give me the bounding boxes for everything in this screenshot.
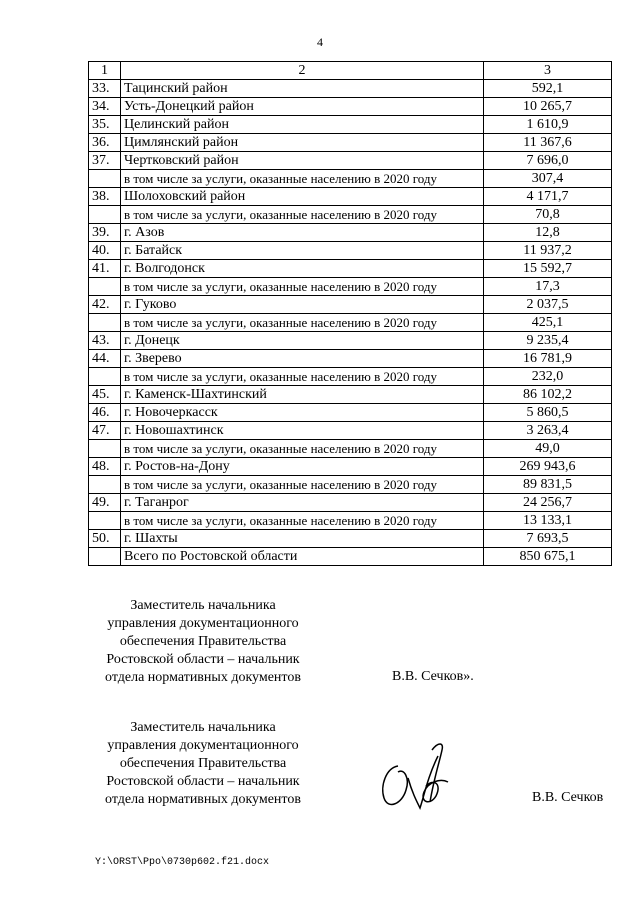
- table-cell-num: 47.: [89, 422, 121, 440]
- table-cell-name: г. Гуково: [121, 296, 484, 314]
- table-row: [89, 188, 612, 206]
- table-cell-num: 40.: [89, 242, 121, 260]
- signature-title-line: Ростовской области – начальник: [106, 774, 300, 789]
- table-row: [89, 422, 612, 440]
- table-cell-name: г. Зверево: [121, 350, 484, 368]
- table-cell-name: в том числе за услуги, оказанные населению в 2020 году: [121, 476, 484, 494]
- table-cell-num: 45.: [89, 386, 121, 404]
- table-cell-num: [89, 314, 121, 332]
- signature-title-line: обеспечения Правительства: [119, 634, 287, 649]
- table-cell-value: 7 693,5: [484, 530, 612, 548]
- table-row: [89, 404, 612, 422]
- table-cell-name: в том числе за услуги, оказанные населению в 2020 году: [121, 512, 484, 530]
- table-row: [89, 440, 612, 458]
- table-cell-value: 70,8: [484, 206, 612, 224]
- table-cell-name: Чертковский район: [121, 152, 484, 170]
- table-header-row: [89, 62, 612, 80]
- table-cell-num: 41.: [89, 260, 121, 278]
- table-body: [89, 62, 612, 566]
- table-header-cell: 3: [484, 62, 612, 80]
- table-cell-num: 46.: [89, 404, 121, 422]
- table-row: [89, 116, 612, 134]
- table-cell-num: 37.: [89, 152, 121, 170]
- table-row: [89, 170, 612, 188]
- table-cell-value: 4 171,7: [484, 188, 612, 206]
- table-row: [89, 134, 612, 152]
- table-cell-value: 592,1: [484, 80, 612, 98]
- signature-title-line: управления документационного: [107, 616, 299, 631]
- table-cell-name: Усть-Донецкий район: [121, 98, 484, 116]
- table-cell-name: г. Каменск-Шахтинский: [121, 386, 484, 404]
- table-cell-name: г. Донецк: [121, 332, 484, 350]
- signature-name-2: В.В. Сечков: [532, 790, 604, 805]
- table-cell-name: в том числе за услуги, оказанные населению в 2020 году: [121, 170, 484, 188]
- table-cell-value: 24 256,7: [484, 494, 612, 512]
- table-cell-name: г. Батайск: [121, 242, 484, 260]
- table-row: [89, 278, 612, 296]
- table-cell-num: [89, 278, 121, 296]
- table-row: [89, 260, 612, 278]
- table-row: [89, 332, 612, 350]
- table-cell-name: г. Таганрог: [121, 494, 484, 512]
- data-table: [88, 61, 612, 566]
- table-row: [89, 476, 612, 494]
- table-header-cell: 2: [121, 62, 484, 80]
- table-cell-num: 48.: [89, 458, 121, 476]
- table-cell-num: 42.: [89, 296, 121, 314]
- signature-title-line: отдела нормативных документов: [105, 670, 301, 685]
- signature-title-line: управления документационного: [107, 738, 299, 753]
- table-row: [89, 206, 612, 224]
- signature-name-1: В.В. Сечков».: [392, 669, 474, 684]
- signature-block-1-title: [88, 597, 318, 687]
- table-cell-num: [89, 206, 121, 224]
- table-cell-name: в том числе за услуги, оказанные населению в 2020 году: [121, 440, 484, 458]
- table-cell-name: г. Ростов-на-Дону: [121, 458, 484, 476]
- table-cell-name: Шолоховский район: [121, 188, 484, 206]
- table-cell-num: 33.: [89, 80, 121, 98]
- table-cell-value: 3 263,4: [484, 422, 612, 440]
- table-row: [89, 224, 612, 242]
- table-row: [89, 386, 612, 404]
- table-row: [89, 350, 612, 368]
- table-cell-value: 2 037,5: [484, 296, 612, 314]
- table-row: [89, 512, 612, 530]
- table-row: [89, 296, 612, 314]
- table-cell-value: 7 696,0: [484, 152, 612, 170]
- table-cell-name: г. Новошахтинск: [121, 422, 484, 440]
- table-cell-num: [89, 512, 121, 530]
- table-cell-name: г. Волгодонск: [121, 260, 484, 278]
- table-cell-num: [89, 476, 121, 494]
- handwritten-signature: [368, 738, 468, 818]
- table-cell-num: 44.: [89, 350, 121, 368]
- table-cell-value: 5 860,5: [484, 404, 612, 422]
- table-cell-num: 38.: [89, 188, 121, 206]
- table-cell-num: 43.: [89, 332, 121, 350]
- table-row: [89, 458, 612, 476]
- table-cell-value: 86 102,2: [484, 386, 612, 404]
- table-cell-num: [89, 170, 121, 188]
- table-row: [89, 152, 612, 170]
- signature-title-line: обеспечения Правительства: [119, 756, 287, 771]
- table-cell-value: 9 235,4: [484, 332, 612, 350]
- table-cell-value: 11 937,2: [484, 242, 612, 260]
- table-row: [89, 548, 612, 566]
- table-cell-num: 35.: [89, 116, 121, 134]
- table-cell-num: 34.: [89, 98, 121, 116]
- table-cell-name: Цимлянский район: [121, 134, 484, 152]
- table-cell-value: 49,0: [484, 440, 612, 458]
- signature-title-line: Ростовской области – начальник: [106, 652, 300, 667]
- signature-title-line: отдела нормативных документов: [105, 792, 301, 807]
- table-cell-value: 16 781,9: [484, 350, 612, 368]
- footer-file-path: Y:\ORST\Ppo\0730p602.f21.docx: [95, 857, 270, 868]
- table-cell-name: в том числе за услуги, оказанные населению в 2020 году: [121, 278, 484, 296]
- table-row: [89, 368, 612, 386]
- signature-block-2-title: [88, 719, 318, 809]
- table-cell-value: 13 133,1: [484, 512, 612, 530]
- table-cell-num: 36.: [89, 134, 121, 152]
- table-row: [89, 530, 612, 548]
- signature-title-line: Заместитель начальника: [130, 598, 276, 613]
- table-cell-value: 1 610,9: [484, 116, 612, 134]
- table-cell-value: 10 265,7: [484, 98, 612, 116]
- table-cell-num: [89, 548, 121, 566]
- table-cell-value: 232,0: [484, 368, 612, 386]
- table-cell-value: 89 831,5: [484, 476, 612, 494]
- table-cell-num: 39.: [89, 224, 121, 242]
- table-cell-value: 425,1: [484, 314, 612, 332]
- table-cell-name: г. Новочеркасск: [121, 404, 484, 422]
- page-number: 4: [317, 35, 323, 49]
- table-cell-name: Тацинский район: [121, 80, 484, 98]
- table-cell-name: г. Азов: [121, 224, 484, 242]
- table-cell-num: [89, 368, 121, 386]
- table-cell-name: г. Шахты: [121, 530, 484, 548]
- signature-title-line: Заместитель начальника: [130, 720, 276, 735]
- table-cell-name: в том числе за услуги, оказанные населению в 2020 году: [121, 368, 484, 386]
- table-cell-name: Целинский район: [121, 116, 484, 134]
- table-row: [89, 80, 612, 98]
- table-cell-value: 12,8: [484, 224, 612, 242]
- table-cell-name: Всего по Ростовской области: [121, 548, 484, 566]
- table-cell-value: 269 943,6: [484, 458, 612, 476]
- table-row: [89, 314, 612, 332]
- table-header-cell: 1: [89, 62, 121, 80]
- table-cell-value: 11 367,6: [484, 134, 612, 152]
- table-row: [89, 242, 612, 260]
- table-cell-name: в том числе за услуги, оказанные населению в 2020 году: [121, 314, 484, 332]
- table-row: [89, 494, 612, 512]
- table-cell-num: 49.: [89, 494, 121, 512]
- table-cell-value: 15 592,7: [484, 260, 612, 278]
- table-cell-value: 850 675,1: [484, 548, 612, 566]
- table-cell-num: 50.: [89, 530, 121, 548]
- table-cell-value: 307,4: [484, 170, 612, 188]
- table-cell-num: [89, 440, 121, 458]
- table-cell-value: 17,3: [484, 278, 612, 296]
- table-cell-name: в том числе за услуги, оказанные населению в 2020 году: [121, 206, 484, 224]
- table-row: [89, 98, 612, 116]
